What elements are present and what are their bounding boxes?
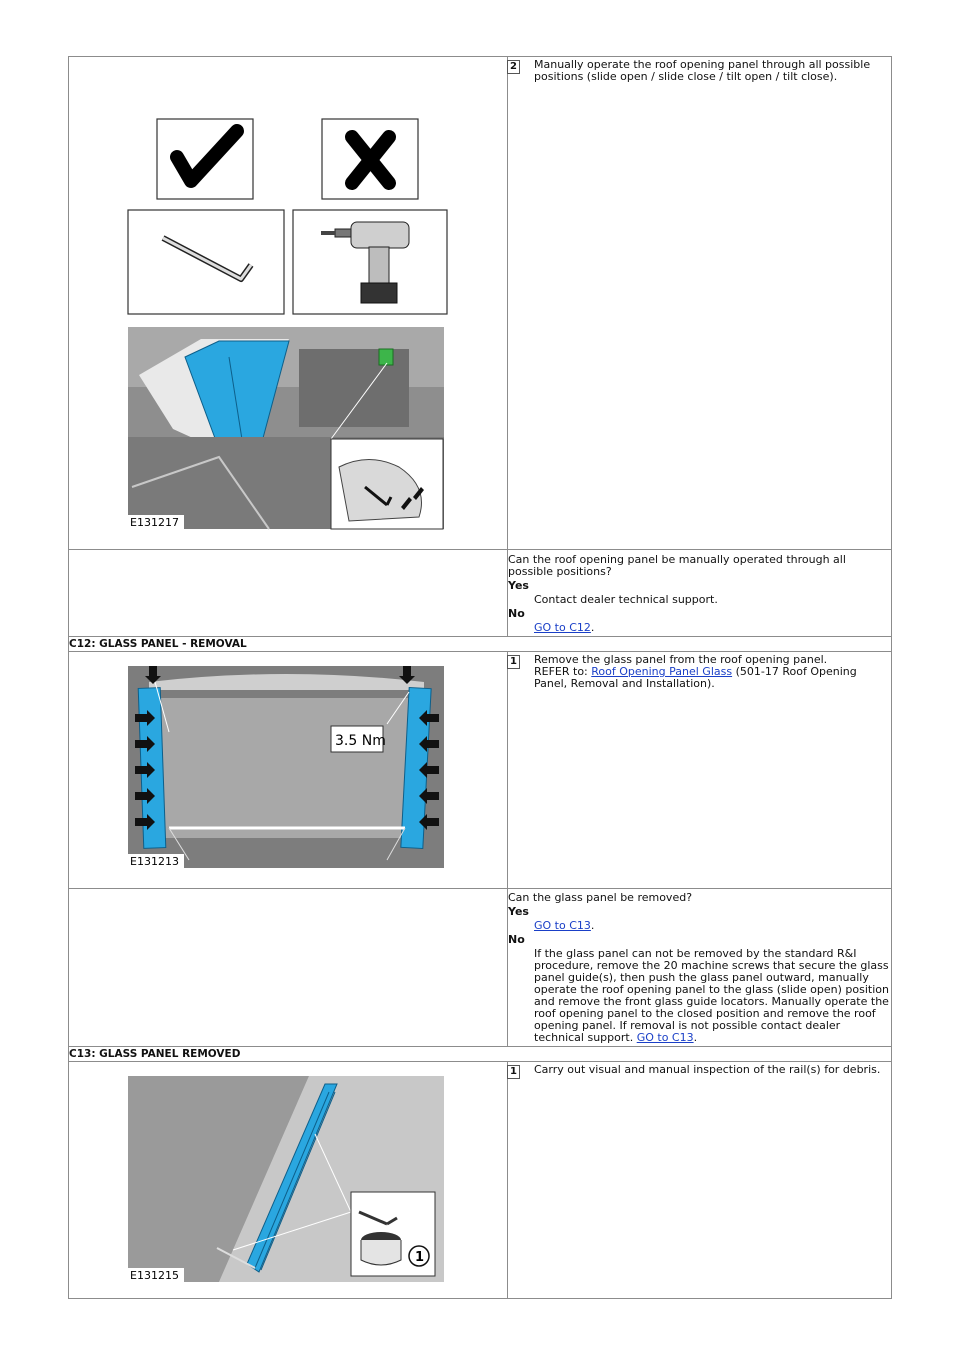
figure-e131213 <box>69 652 507 888</box>
figure-id: E131213 <box>130 855 179 868</box>
go-to-c12-link[interactable]: GO to C12 <box>534 621 591 634</box>
no-label: No <box>508 607 525 620</box>
figure-cell <box>69 1062 508 1299</box>
go-to-c13-link[interactable]: GO to C13 <box>636 1031 694 1044</box>
question-row-b <box>69 889 892 1047</box>
step-number: 1 <box>507 1065 520 1079</box>
yes-label: Yes <box>508 579 529 592</box>
section-title: C13: GLASS PANEL REMOVED <box>69 1047 892 1062</box>
figure-e131215 <box>69 1062 507 1298</box>
section-title: C12: GLASS PANEL - REMOVAL <box>69 637 892 652</box>
yes-label: Yes <box>508 905 529 918</box>
step-number: 1 <box>507 655 520 669</box>
no-text: If the glass panel can not be removed by the standard R&I procedure, remove the 20 machine screws that secure the glass panel guide(s), then push the glass panel outward, manually operate the roof opening panel to the glass (slide open) position and remove the front glass guide locators. Manually operate the roof opening panel to the closed position and remove the roof opening panel. If removal is not possible contact dealer technical support. GO to C13. <box>534 947 889 1044</box>
figure-e131217 <box>69 57 507 549</box>
step-text-cell <box>508 57 892 550</box>
procedure-table <box>68 56 892 1299</box>
figure-cell <box>69 57 508 550</box>
question-cell: Can the roof opening panel be manually operated through all possible positions? Yes Contact dealer technical support. No GO to C12. <box>508 550 892 637</box>
torque-label: 3.5 Nm <box>335 733 386 749</box>
callout-number: 1 <box>415 1250 425 1265</box>
glass-panel-photo <box>128 666 444 868</box>
step-row-c12-1 <box>69 652 892 889</box>
question-cell: Can the glass panel be removed? Yes GO to C13. No If the glass panel can not be removed by the standard R&I procedure, remove the 20 machine screws that secure the glass panel guide(s), then push the glass panel outward, manually operate the roof opening panel to the glass (slide open) position and remove the front glass guide locators. Manually operate the roof opening panel to the closed position and remove the roof opening panel. If removal is not possible contact dealer technical support. GO to C13. <box>508 889 892 1047</box>
figure-cell <box>69 652 508 889</box>
roof-opening-panel-glass-link[interactable]: Roof Opening Panel Glass <box>591 665 733 678</box>
step-text-cell <box>508 652 892 889</box>
figure-id: E131215 <box>130 1269 179 1282</box>
green-callout-marker <box>379 349 393 365</box>
yes-text: Contact dealer technical support. <box>534 593 718 606</box>
step-row-c13-1 <box>69 1062 892 1299</box>
rail-photo <box>128 1076 444 1282</box>
step-number: 2 <box>507 60 520 74</box>
figure-id: E131217 <box>130 516 179 529</box>
question-text: Can the glass panel be removed? <box>508 891 693 904</box>
step-text: Remove the glass panel from the roof opening panel. REFER to: Roof Opening Panel Glass (501-17 Roof Opening Panel, Removal and Installation). <box>534 653 857 690</box>
question-row-a <box>69 550 892 637</box>
no-label: No <box>508 933 525 946</box>
step-row-2 <box>69 57 892 550</box>
section-header-c12 <box>69 637 892 652</box>
question-text: Can the roof opening panel be manually operated through all possible positions? <box>508 553 846 578</box>
step-text: Carry out visual and manual inspection of the rail(s) for debris. <box>534 1063 881 1076</box>
step-text-cell <box>508 1062 892 1299</box>
step-text: Manually operate the roof opening panel through all possible positions (slide open / slide close / tilt open / tilt close). <box>534 58 871 83</box>
roof-photo <box>128 327 444 529</box>
section-header-c13 <box>69 1047 892 1062</box>
go-to-c13-link[interactable]: GO to C13 <box>534 919 591 932</box>
